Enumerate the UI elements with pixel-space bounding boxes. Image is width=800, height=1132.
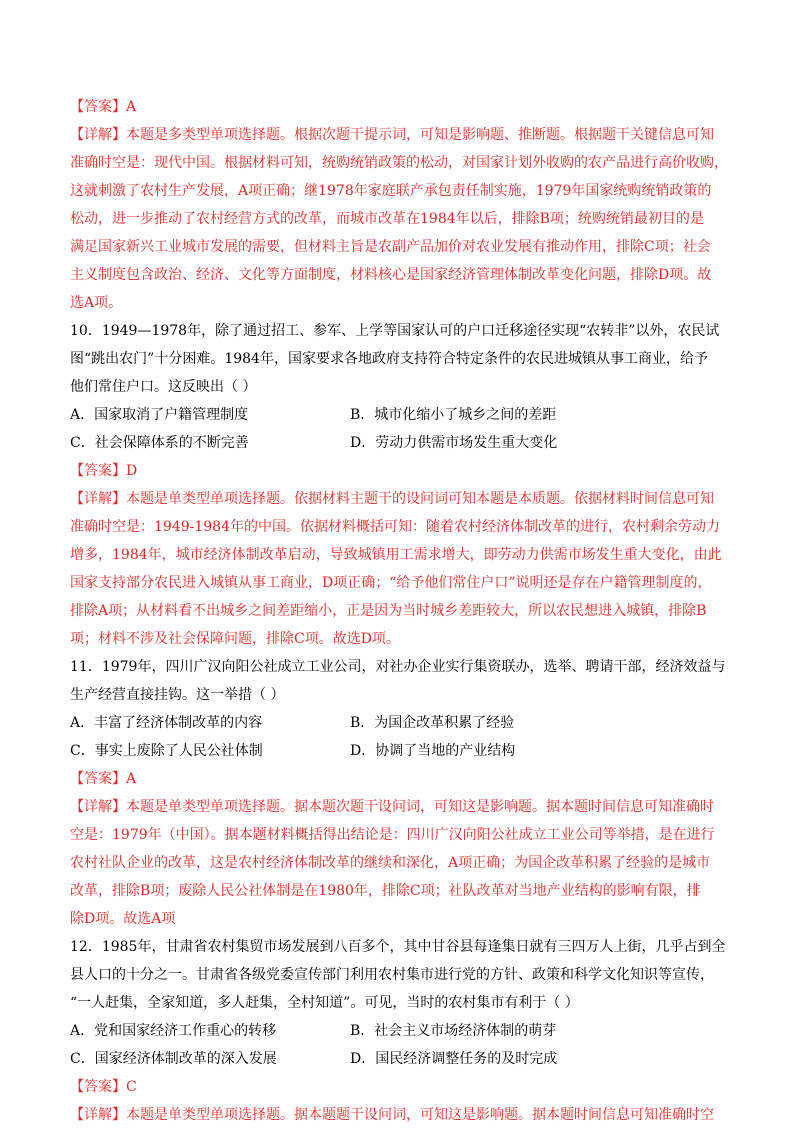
question-line: 12．1985年，甘肃省农村集贸市场发展到八百多个，其中甘谷县每逢集日就有三四万人上街，几乎占到全 [70, 939, 726, 955]
explanation-line: 除D项。故选A项 [70, 911, 176, 927]
explanation-line: 【详解】本题是单类型单项选择题。据本题次题干设问词，可知这是影响题。据本题时间信息可知准确时 [70, 799, 714, 815]
answer-option: B．社会主义市场经济体制的萌芽 [350, 1023, 557, 1039]
explanation-line: 满足国家新兴工业城市发展的需要，但材料主旨是农副产品加价对农业发展有推动作用，排除C项；社会 [70, 239, 711, 255]
question-line: 10．1949—1978年，除了通过招工、参军、上学等国家认可的户口迁移途径实现“农转非”以外，农民试 [70, 323, 720, 339]
answer-option: D．协调了当地的产业结构 [350, 743, 516, 759]
option-row [70, 401, 734, 429]
answer-line: 【答案】C [70, 1079, 137, 1095]
answer-option: D．国民经济调整任务的及时完成 [350, 1051, 558, 1067]
explanation-line: 【详解】本题是单类型单项选择题。据本题题干设问词，可知这是影响题。据本题时间信息可知准确时空 [70, 1107, 714, 1123]
answer-block [70, 765, 734, 793]
question-block [70, 933, 734, 1073]
explanation-line: 松动，进一步推动了农村经营方式的改革，而城市改革在1984年以后，排除B项；统购统销最初目的是 [70, 211, 704, 227]
answer-option: D．劳动力供需市场发生重大变化 [350, 435, 558, 451]
explanation-block [70, 121, 734, 317]
explanation-block [70, 1101, 734, 1129]
answer-block [70, 1073, 734, 1101]
explanation-line: 农村社队企业的改革，这是农村经济体制改革的继续和深化，A项正确；为国企改革积累了经验的是城市 [70, 855, 711, 871]
explanation-block [70, 793, 734, 933]
explanation-line: 排除A项；从材料看不出城乡之间差距缩小，正是因为当时城乡差距较大，所以农民想进入城镇，排除B [70, 603, 707, 619]
explanation-line: 选A项。 [70, 295, 123, 311]
explanation-line: 项；材料不涉及社会保障问题，排除C项。故选D项。 [70, 631, 400, 647]
explanation-line: 这就刺激了农村生产发展，A项正确；继1978年家庭联产承包责任制实施，1979年国家统购统销政策的 [70, 183, 712, 199]
explanation-line: 【详解】本题是多类型单项选择题。根据次题干提示词，可知是影响题、推断题。根据题干关键信息可知 [70, 127, 714, 143]
option-row [70, 1045, 734, 1073]
answer-line: 【答案】A [70, 771, 137, 787]
explanation-line: 改革，排除B项；废除人民公社体制是在1980年，排除C项；社队改革对当地产业结构的影响有限，排 [70, 883, 701, 899]
option-row [70, 709, 734, 737]
answer-option: B．为国企改革积累了经验 [350, 715, 515, 731]
question-line: 11．1979年，四川广汉向阳公社成立工业公司，对社办企业实行集资联办，选举、聘请干部，经济效益与 [70, 659, 726, 675]
question-line: 生产经营直接挂钩。这一举措（ ） [70, 687, 285, 703]
answer-option: C．社会保障体系的不断完善 [70, 435, 249, 451]
explanation-line: 国家支持部分农民进入城镇从事工商业，D项正确；“给予他们常住户口”说明还是存在户籍管理制度的， [70, 575, 712, 591]
document-page [70, 93, 734, 1129]
explanation-line: 准确时空是：现代中国。根据材料可知，统购统销政策的松动，对国家计划外收购的农产品进行高价收购， [70, 155, 728, 171]
option-row [70, 1017, 734, 1045]
answer-option: C．国家经济体制改革的深入发展 [70, 1051, 277, 1067]
explanation-line: 增多，1984年，城市经济体制改革启动，导致城镇用工需求增大，即劳动力供需市场发生重大变化，由此 [70, 547, 722, 563]
option-row [70, 429, 734, 457]
answer-option: B．城市化缩小了城乡之间的差距 [350, 407, 557, 423]
question-line: “一人赶集，全家知道，多人赶集，全村知道”。可见，当时的农村集市有利于（ ） [70, 995, 579, 1011]
answer-option: A．党和国家经济工作重心的转移 [70, 1023, 277, 1039]
explanation-line: 【详解】本题是单类型单项选择题。依据材料主题干的设问词可知本题是本质题。依据材料时间信息可知 [70, 491, 714, 507]
answer-option: A．国家取消了户籍管理制度 [70, 407, 249, 423]
option-row [70, 737, 734, 765]
explanation-line: 主义制度包含政治、经济、文化等方面制度，材料核心是国家经济管理体制改革变化问题，排除D项。故 [70, 267, 712, 283]
answer-block [70, 457, 734, 485]
question-line: 图“跳出农门”十分困难。1984年，国家要求各地政府支持符合特定条件的农民进城镇从事工商业，给予 [70, 351, 708, 367]
explanation-line: 空是：1979年（中国）。据本题材料概括得出结论是：四川广汉向阳公社成立工业公司等举措，是在进行 [70, 827, 715, 843]
explanation-block [70, 485, 734, 653]
answer-line: 【答案】D [70, 463, 138, 479]
question-line: 他们常住户口。这反映出（ ） [70, 379, 257, 395]
answer-line: 【答案】A [70, 99, 137, 115]
answer-option: C．事实上废除了人民公社体制 [70, 743, 263, 759]
answer-option: A．丰富了经济体制改革的内容 [70, 715, 263, 731]
question-block [70, 317, 734, 457]
explanation-line: 准确时空是：1949-1984年的中国。依据材料概括可知：随着农村经济体制改革的进行，农村剩余劳动力 [70, 519, 720, 535]
answer-block [70, 93, 734, 121]
question-line: 县人口的十分之一。甘肃省各级党委宣传部门利用农村集市进行党的方针、政策和科学文化知识等宣传， [70, 967, 714, 983]
question-block [70, 653, 734, 765]
